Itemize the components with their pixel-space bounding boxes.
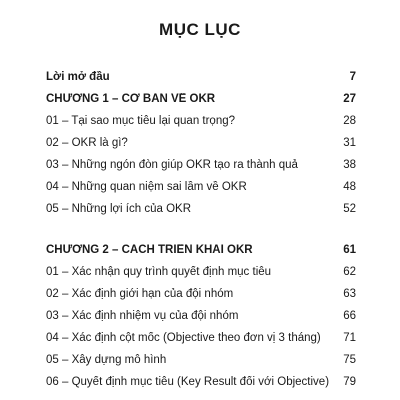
toc-entry-page: 31 bbox=[343, 137, 356, 149]
toc-entry-page: 27 bbox=[343, 93, 356, 105]
toc-entry bbox=[46, 349, 356, 371]
toc-entry bbox=[46, 283, 356, 305]
toc-entry-label: 03 – Xác định nhiệm vụ của đội nhóm bbox=[46, 310, 239, 322]
toc-entry-label: 06 – Quyết định mục tiêu (Key Result đối với Objective) bbox=[46, 376, 330, 388]
toc-entry-page: 48 bbox=[343, 181, 356, 193]
page-title: MỤC LỤC bbox=[159, 20, 241, 39]
toc-entry bbox=[46, 261, 356, 283]
toc-entry bbox=[46, 132, 356, 154]
toc-chapter-heading bbox=[46, 88, 356, 110]
toc-entry-label: 02 – OKR là gì? bbox=[46, 137, 128, 149]
toc-entry bbox=[46, 110, 356, 132]
toc-entry-label: CHƯƠNG 2 – CÁCH TRIỂN KHAI OKR bbox=[46, 244, 253, 256]
toc-entry bbox=[46, 154, 356, 176]
toc-entry-page: 38 bbox=[343, 159, 356, 171]
toc-entry bbox=[46, 176, 356, 198]
toc-entry-label: Lời mở đầu bbox=[46, 71, 110, 83]
toc-entry-label: CHƯƠNG 1 – CƠ BẢN VỀ OKR bbox=[46, 93, 216, 105]
toc-entry bbox=[46, 66, 356, 88]
toc-entry-label: 01 – Tại sao mục tiêu lại quan trọng? bbox=[46, 115, 236, 127]
toc-entry-label: 04 – Những quan niệm sai lầm về OKR bbox=[46, 181, 247, 193]
toc-entry-page: 79 bbox=[343, 376, 356, 388]
toc-entry bbox=[46, 371, 356, 393]
toc-entry-page: 62 bbox=[343, 266, 356, 278]
toc-entry-page: 75 bbox=[343, 354, 356, 366]
toc-entry-page: 71 bbox=[343, 332, 356, 344]
toc-entry-page: 7 bbox=[349, 71, 356, 83]
toc-entry-label: 02 – Xác định giới hạn của đội nhóm bbox=[46, 288, 234, 300]
toc-entry bbox=[46, 327, 356, 349]
toc-entry-page: 61 bbox=[343, 244, 356, 256]
toc-entry-page: 66 bbox=[343, 310, 356, 322]
toc-entry-page: 52 bbox=[343, 203, 356, 215]
toc-entry bbox=[46, 198, 356, 220]
toc-entry bbox=[46, 305, 356, 327]
toc-entry-page: 63 bbox=[343, 288, 356, 300]
toc-entry-label: 01 – Xác nhận quy trình quyết định mục tiêu bbox=[46, 266, 272, 278]
toc-entry-label: 05 – Xây dựng mô hình bbox=[46, 354, 167, 366]
toc-entry-label: 04 – Xác định cột mốc (Objective theo đơn vị 3 tháng) bbox=[46, 332, 321, 344]
toc-entry-label: 03 – Những ngón đòn giúp OKR tạo ra thành quả bbox=[46, 159, 298, 171]
toc-entry-label: 05 – Những lợi ích của OKR bbox=[46, 203, 192, 215]
toc-chapter-heading bbox=[46, 239, 356, 261]
toc-entry-page: 28 bbox=[343, 115, 356, 127]
